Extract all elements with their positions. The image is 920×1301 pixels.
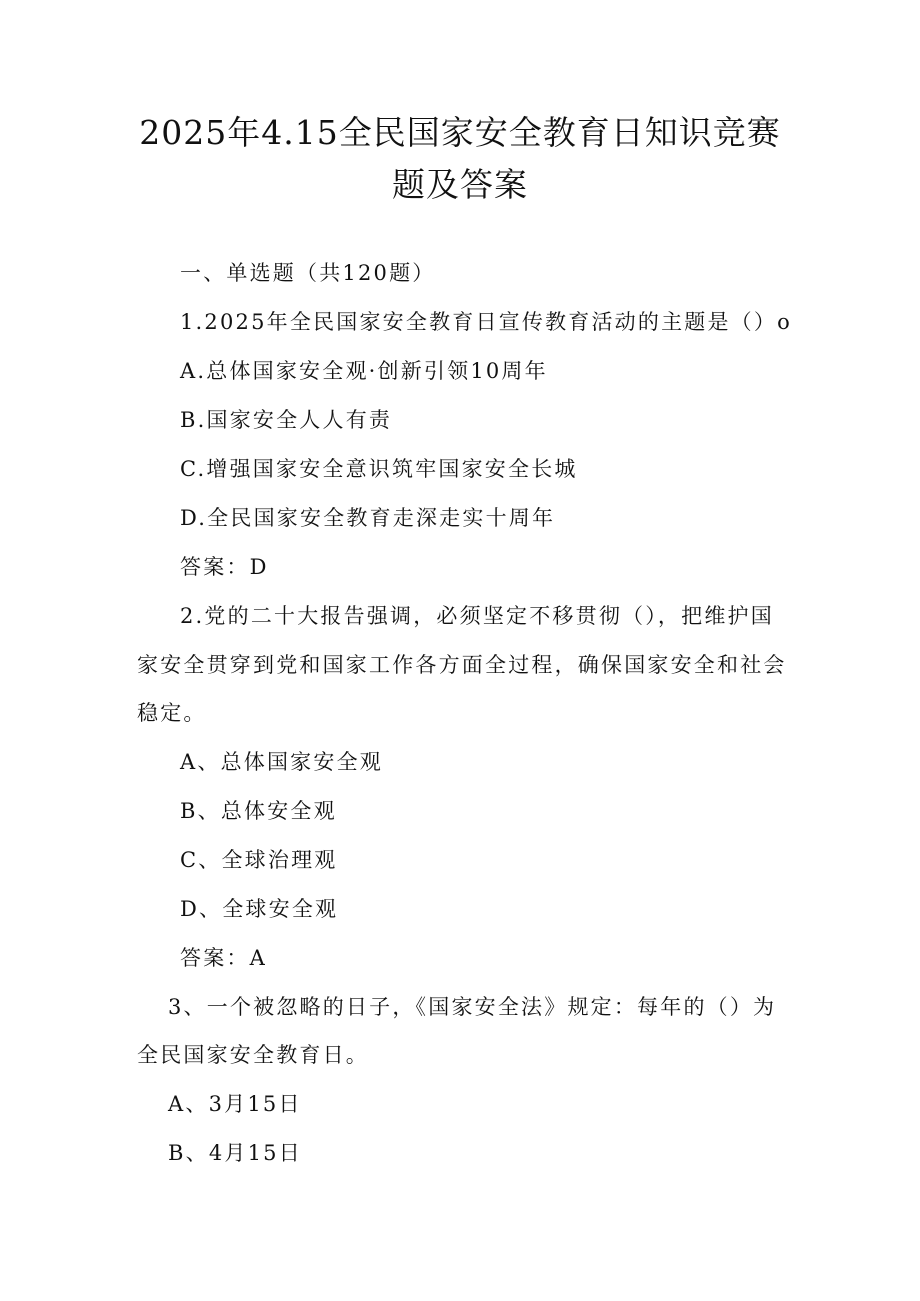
question-3-option-b: B、4月15日 [168, 1141, 302, 1165]
question-1-option-c: C.增强国家安全意识筑牢国家安全长城 [180, 457, 578, 481]
question-1-option-b: B.国家安全人人有责 [180, 408, 393, 432]
question-2-option-c: C、全球治理观 [180, 848, 338, 872]
question-2-option-a: A、总体国家安全观 [180, 750, 383, 774]
document-title-line-2: 题及答案 [392, 165, 528, 204]
question-1-option-a: A.总体国家安全观·创新引领10周年 [180, 359, 548, 383]
question-2-option-d: D、全球安全观 [180, 897, 339, 921]
question-2-stem-line-1: 2.党的二十大报告强调，必须坚定不移贯彻（），把维护国 [180, 604, 774, 628]
question-1-answer: 答案：D [180, 555, 269, 579]
question-2-option-b: B、总体安全观 [180, 799, 337, 823]
question-3-stem-line-2: 全民国家安全教育日。 [137, 1043, 369, 1067]
document-title-line-1: 2025年4.15全民国家安全教育日知识竞赛 [139, 113, 781, 152]
question-3-stem-line-1: 3、一个被忽略的日子，《国家安全法》规定：每年的（）为 [168, 995, 777, 1019]
question-2-answer: 答案：A [180, 946, 267, 970]
question-2-stem-line-3: 稳定。 [137, 701, 207, 725]
question-2-stem-line-2: 家安全贯穿到党和国家工作各方面全过程，确保国家安全和社会 [137, 653, 787, 677]
question-1-option-d: D.全民国家安全教育走深走实十周年 [180, 506, 556, 530]
question-3-option-a: A、3月15日 [168, 1092, 302, 1116]
section-heading: 一、单选题（共120题） [180, 261, 436, 285]
question-1-stem: 1.2025年全民国家安全教育日宣传教育活动的主题是（）o [180, 310, 792, 334]
